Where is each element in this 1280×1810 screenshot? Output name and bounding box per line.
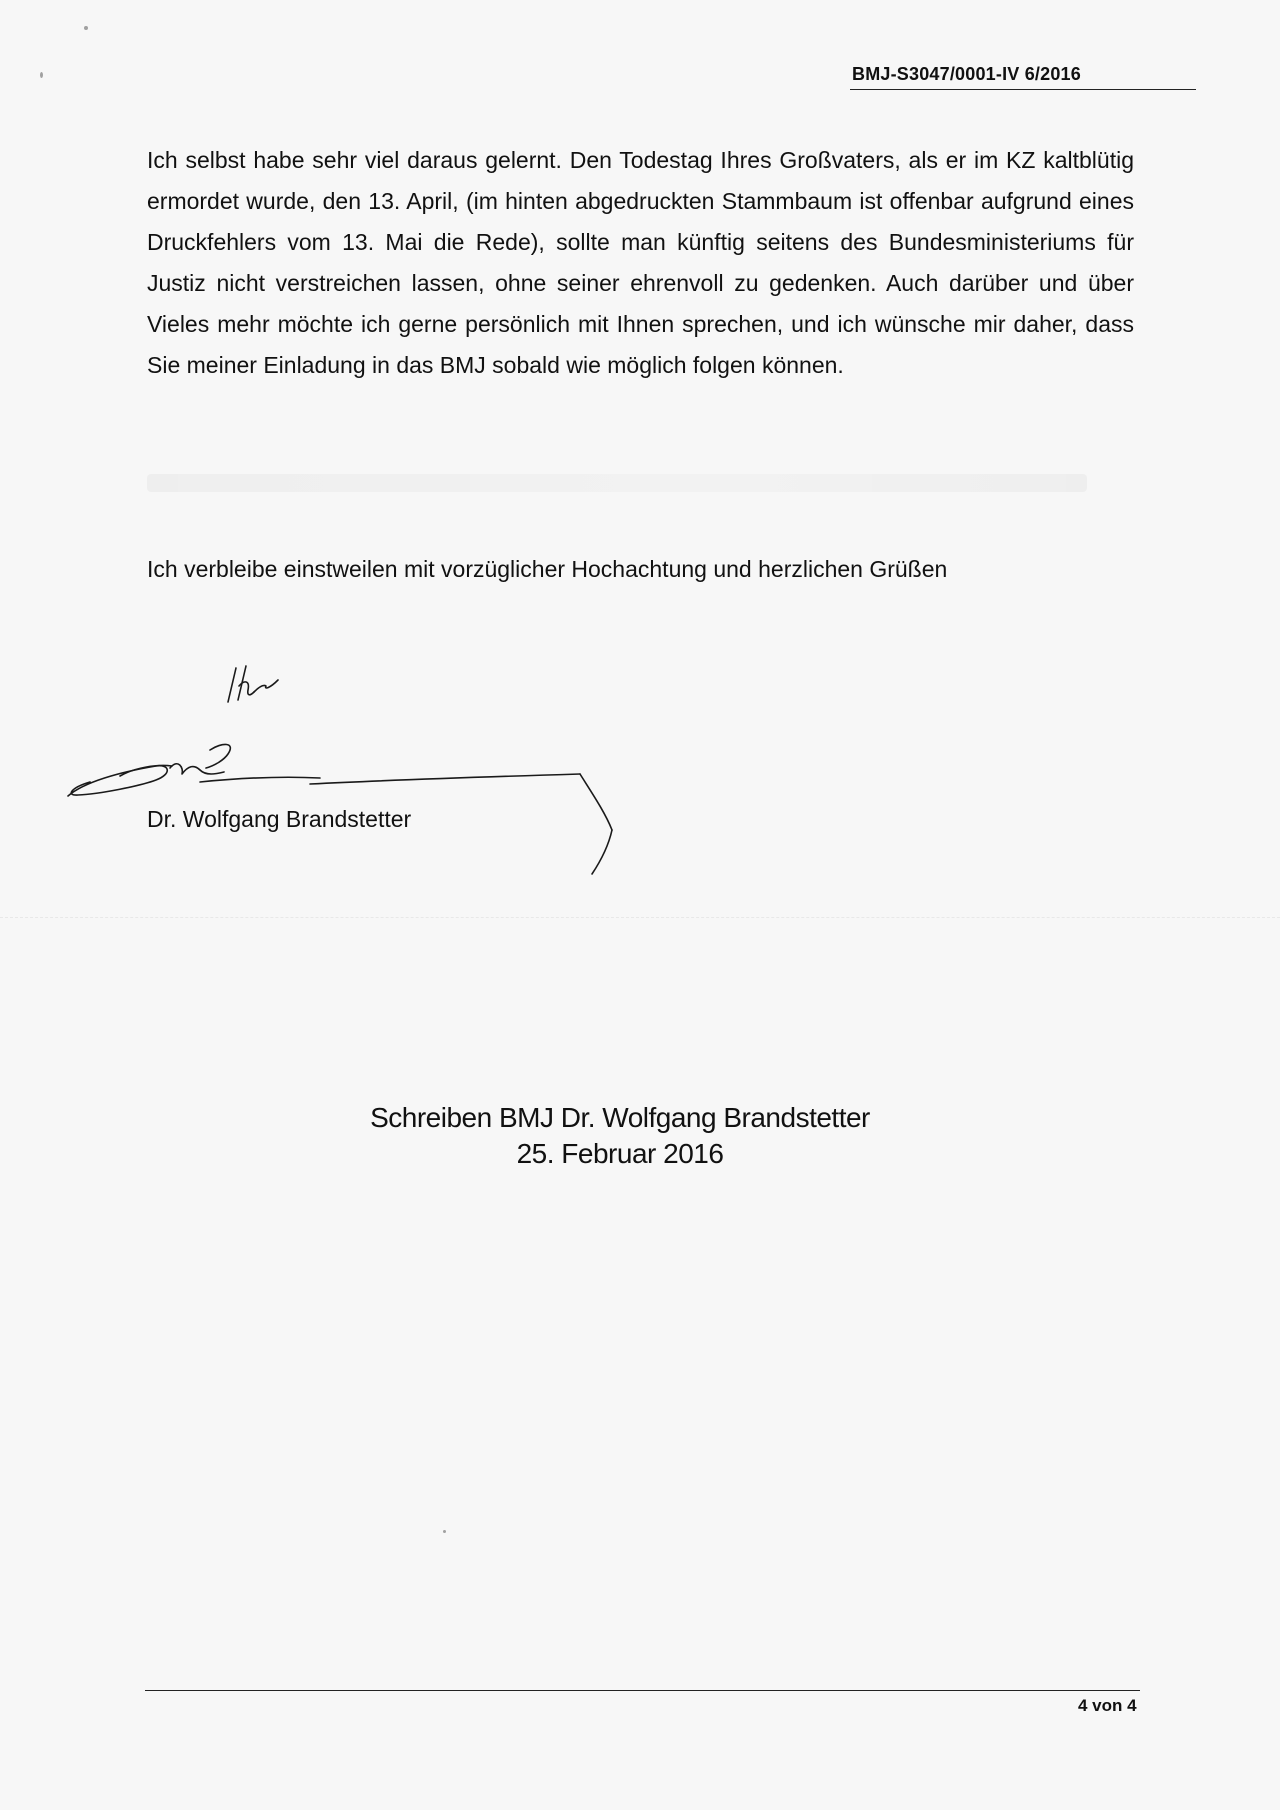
faded-text-line <box>147 474 1087 492</box>
document-reference: BMJ-S3047/0001-IV 6/2016 <box>852 64 1081 84</box>
document-caption <box>300 1100 940 1172</box>
scan-speck <box>84 26 88 30</box>
caption-title: Schreiben BMJ Dr. Wolfgang Brandstetter <box>370 1102 870 1133</box>
header-rule <box>850 89 1196 90</box>
signer-name: Dr. Wolfgang Brandstetter <box>147 806 412 832</box>
fold-line <box>0 917 1280 918</box>
scan-speck <box>443 1530 446 1533</box>
scan-speck <box>40 72 43 78</box>
footer-rule <box>145 1690 1140 1691</box>
handwritten-signature <box>60 650 660 880</box>
caption-date: 25. Februar 2016 <box>516 1138 724 1169</box>
letter-paragraph: Ich selbst habe sehr viel daraus gelernt. Den Todestag Ihres Großvaters, als er im KZ kaltblütig ermordet wurde, den 13. April, (im hinten abgedruckten Stammbaum ist offenbar aufgrund eines Druckfehlers vom 13. Mai die Rede), sollte man künftig seitens des Bundesministeriums für Justiz nicht verstreichen lassen, ohne seiner ehrenvoll zu gedenken. Auch darüber und über Vieles mehr möchte ich gerne persönlich mit Ihnen sprechen, und ich wünsche mir daher, dass Sie meiner Einladung in das BMJ sobald wie möglich folgen können. <box>147 147 1134 378</box>
closing-line: Ich verbleibe einstweilen mit vorzüglicher Hochachtung und herzlichen Grüßen <box>147 556 948 582</box>
page-number: 4 von 4 <box>1078 1696 1137 1715</box>
